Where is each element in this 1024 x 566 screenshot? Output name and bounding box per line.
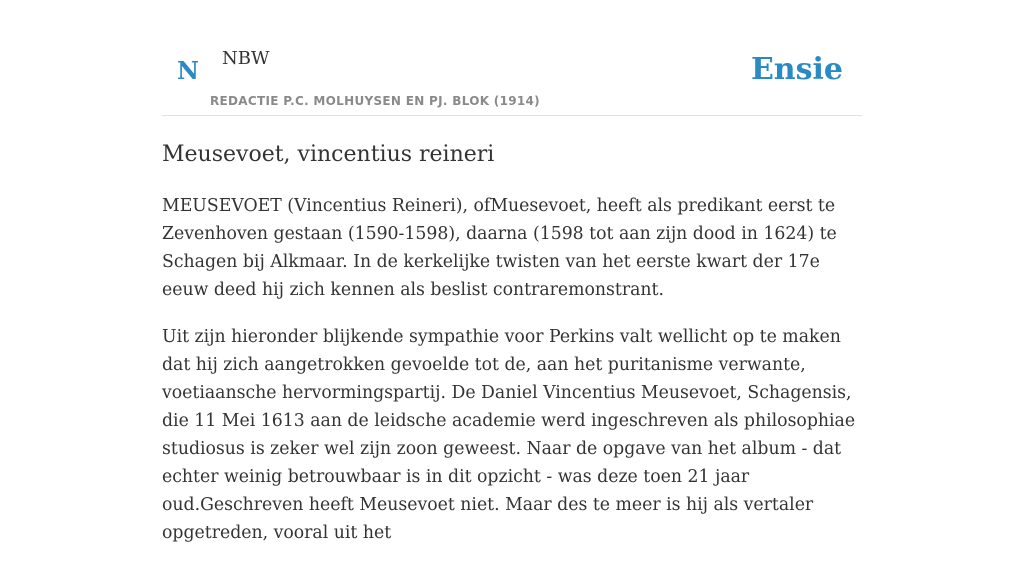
- article-paragraph: Uit zijn hieronder blijkende sympathie voor Perkins valt wellicht op te maken dat hij zich aangetrokken gevoelde tot de, aan het puritanisme verwante, voetiaansche hervormingspartij. De Daniel Vincentius Meusevoet, Schagensis, die 11 Mei 1613 aan de leidsche academie werd ingeschreven als philosophiae studiosus is zeker wel zijn zoon geweest. Naar de opgave van het album - dat echter weinig betrouwbaar is in dit opzicht - was deze toen 21 jaar oud.Geschreven heeft Meusevoet niet. Maar des te meer is hij als vertaler opgetreden, vooral uit het: [162, 327, 856, 543]
- source-header: [162, 40, 862, 116]
- brand-logo[interactable]: Ensie: [750, 52, 843, 87]
- source-title[interactable]: NBW: [222, 48, 270, 69]
- source-subtitle: REDACTIE P.C. MOLHUYSEN EN PJ. BLOK (1914): [210, 94, 540, 108]
- article-body: [162, 192, 864, 566]
- article-paragraph: MEUSEVOET (Vincentius Reineri), ofMuesevoet, heeft als predikant eerst te Zevenhoven gestaan (1590-1598), daarna (1598 tot aan zijn dood in 1624) te Schagen bij Alkmaar. In de kerkelijke twisten van het eerste kwart der 17e eeuw deed hij zich kennen als beslist contraremonstrant.: [162, 196, 837, 300]
- article-title: Meusevoet, vincentius reineri: [162, 142, 495, 167]
- source-logo-icon[interactable]: N: [177, 56, 199, 85]
